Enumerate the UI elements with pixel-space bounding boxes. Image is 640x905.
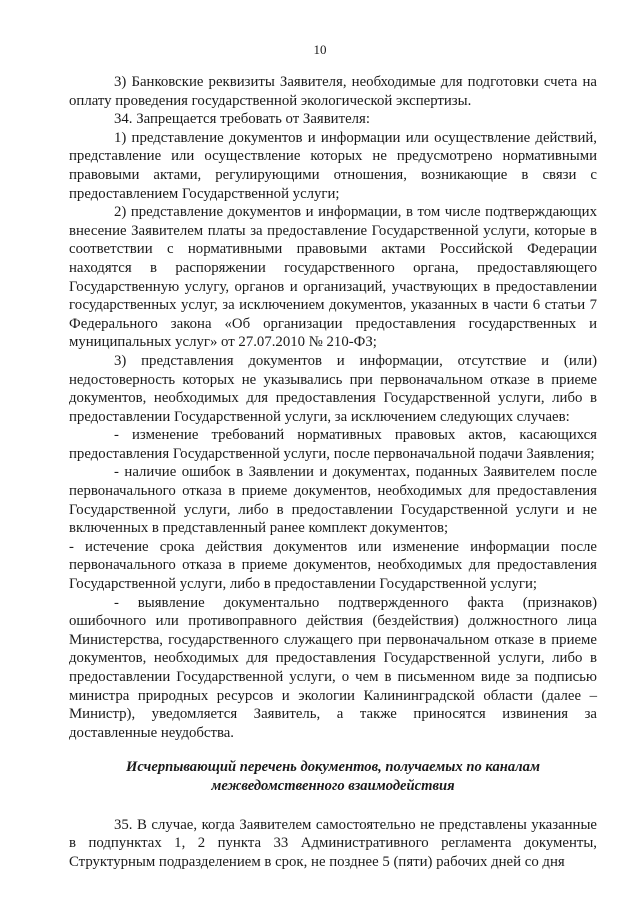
section-heading bbox=[69, 758, 597, 795]
paragraph-item-35: 35. В случае, когда Заявителем самостоятельно не представлены указанные в подпунктах 1, 2 пункта 33 Административного регламента документы, Структурным подразделением в срок, не позднее 5 (пяти) рабочих дней со дня bbox=[69, 816, 597, 870]
paragraph-item-34-3: 3) представления документов и информации, отсутствие и (или) недостоверность которых не указывались при первоначальном отказе в приеме документов, необходимых для предоставления Государственной услуги, либо в предоставлении Государственной услуги, за исключением следующих случаев: bbox=[69, 352, 597, 425]
list-item-official-misconduct: - выявление документально подтвержденного факта (признаков) ошибочного или противоправного действия (бездействия) должностного лица Министерства, государственного служащего при первоначальном отказе в приеме документов, необходимых для предоставления Государственной услуги, либо в предоставлении Государственной услуги, о чем в письменном виде за подписью министра природных ресурсов и экологии Калининградской области (далее – Министр), уведомляется Заявитель, а также приносятся извинения за доставленные неудобства. bbox=[69, 594, 597, 741]
list-item-requirements-change: - изменение требований нормативных правовых актов, касающихся предоставления Государственной услуги, после первоначальной подачи Заявления; bbox=[69, 427, 597, 462]
paragraph-item-34-2: 2) представление документов и информации, в том числе подтверждающих внесение Заявителем платы за предоставление Государственной услуги, которые в соответствии с нормативными правовыми актами Российской Федерации находятся в распоряжении государственного органа, предоставляющего Государственную услугу, органов и организаций, участвующих в предоставлении государственных услуг, за исключением документов, указанных в части 6 статьи 7 Федерального закона «Об организации предоставления государственных и муниципальных услуг» от 27.07.2010 № 210-ФЗ; bbox=[69, 204, 597, 351]
page-number: 10 bbox=[313, 42, 327, 57]
paragraph-bank-details: 3) Банковские реквизиты Заявителя, необходимые для подготовки счета на оплату проведения государственной экологической экспертизы. bbox=[69, 74, 597, 109]
section-heading-line-1: Исчерпывающий перечень документов, получаемых по каналам bbox=[126, 759, 540, 776]
list-item-errors-in-application: - наличие ошибок в Заявлении и документах, поданных Заявителем после первоначального отказа в приеме документов, необходимых для предоставления Государственной услуги, либо в предоставлении Государственной услуги и не включенных в представленный ранее комплект документов; bbox=[69, 464, 597, 537]
list-item-documents-expiry: - истечение срока действия документов или изменение информации после первоначального отказа в приеме документов, необходимых для предоставления Государственной услуги, либо в предоставлении Государственной услуги; bbox=[69, 538, 597, 593]
document-body bbox=[69, 73, 597, 871]
paragraph-item-34: 34. Запрещается требовать от Заявителя: bbox=[114, 111, 370, 128]
paragraph-item-34-1: 1) представление документов и информации или осуществление действий, представление или осуществление которых не предусмотрено нормативными правовыми актами, регулирующими отношения, возникающие в связи с предоставлением Государственной услуги; bbox=[69, 129, 597, 202]
section-heading-line-2: межведомственного взаимодействия bbox=[211, 777, 455, 794]
